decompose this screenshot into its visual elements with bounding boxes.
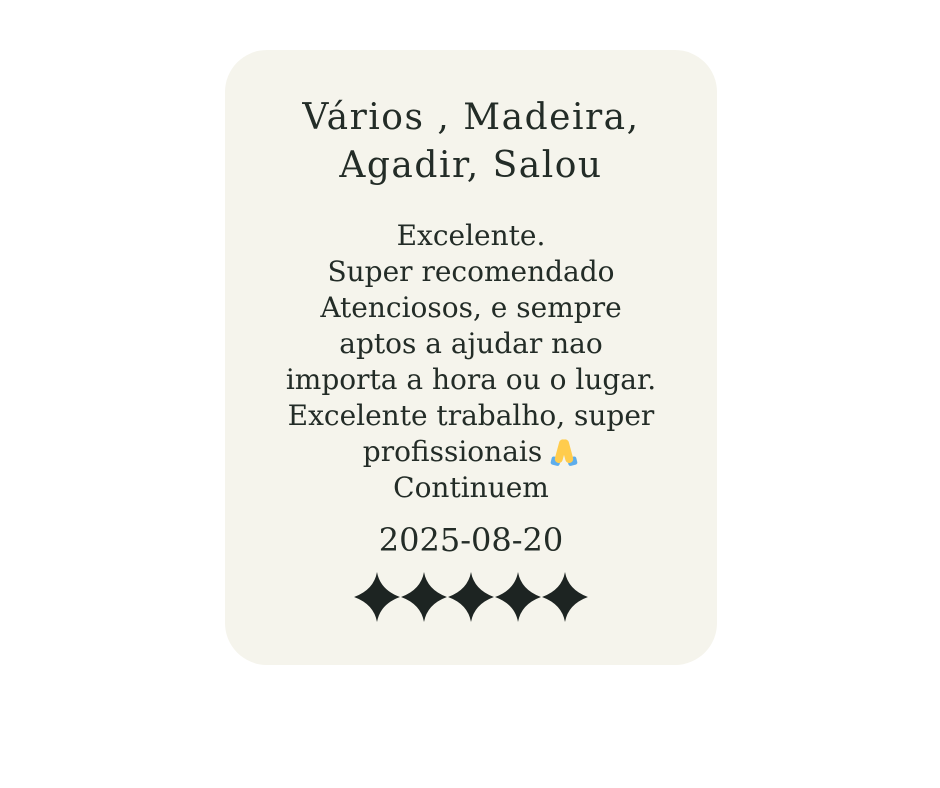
star-rating [225, 572, 717, 622]
review-title-line-2: Agadir, Salou [339, 145, 603, 186]
review-text [225, 218, 717, 506]
sparkle-star-icon [542, 572, 588, 622]
review-card [225, 50, 717, 665]
folded-hands-emoji [549, 437, 579, 467]
review-text-line: Atenciosos, e sempre [320, 291, 622, 324]
review-text-line: Excelente. [396, 219, 546, 252]
review-title [225, 94, 717, 190]
sparkle-star-icon [401, 572, 447, 622]
review-date: 2025-08-20 [378, 521, 564, 559]
review-text-line: importa a hora ou o lugar. [285, 363, 657, 396]
review-text-line: aptos a ajudar nao [339, 327, 603, 360]
sparkle-star-icon [354, 572, 400, 622]
review-title-line-1: Vários , Madeira, [302, 97, 640, 138]
review-text-line: Continuem [393, 471, 549, 504]
review-text-line: Excelente trabalho, super [287, 399, 655, 432]
review-text-line: profissionais [225, 434, 717, 470]
sparkle-star-icon [495, 572, 541, 622]
sparkle-star-icon [448, 572, 494, 622]
review-text-line: Super recomendado [327, 255, 615, 288]
